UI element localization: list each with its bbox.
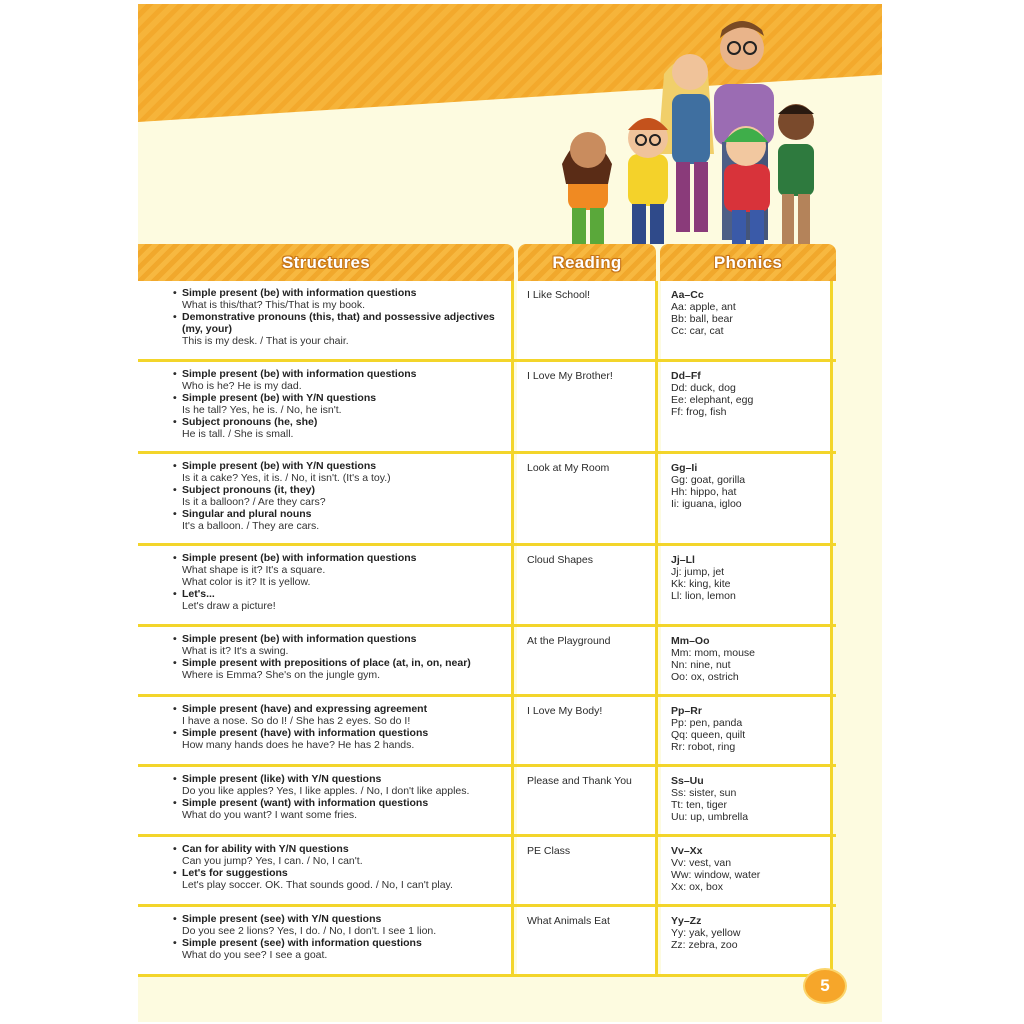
bullet: •: [173, 588, 177, 601]
structure-heading: Let's...: [182, 588, 215, 601]
structure-heading: Simple present (want) with information questions: [182, 797, 429, 810]
phonics-line: Cc: car, cat: [671, 325, 724, 338]
phonics-title: Jj–Ll: [671, 554, 695, 566]
structure-heading: Simple present (be) with information questions: [182, 287, 417, 299]
table-row: [138, 362, 836, 454]
phonics-line: Dd: duck, dog: [671, 382, 736, 395]
phonics-cell: [661, 767, 833, 834]
phonics-line: Mm: mom, mouse: [671, 647, 756, 660]
structure-item: [173, 416, 511, 441]
table-row: [138, 281, 836, 362]
table-row: [138, 837, 836, 907]
structure-heading: Simple present (be) with information questions: [182, 633, 417, 645]
reading-cell: I Love My Brother!: [517, 362, 658, 451]
structure-item: [173, 588, 511, 613]
phonics-cell: [661, 362, 833, 451]
reading-cell: At the Playground: [517, 627, 658, 694]
bullet: •: [173, 460, 177, 472]
phonics-line: Uu: up, umbrella: [671, 811, 749, 824]
reading-cell: I Like School!: [517, 281, 658, 359]
header-reading: Reading: [518, 244, 656, 281]
bullet: •: [173, 392, 177, 405]
structures-cell: [138, 546, 514, 624]
table-row: [138, 627, 836, 697]
phonics-title: Yy–Zz: [671, 915, 702, 927]
bullet: •: [173, 311, 177, 324]
phonics-cell: [661, 546, 833, 624]
structure-example: Is it a cake? Yes, it is. / No, it isn't. (It's a toy.): [182, 472, 391, 485]
phonics-cell: [661, 627, 833, 694]
structure-example: Do you see 2 lions? Yes, I do. / No, I don't. I see 1 lion.: [182, 925, 437, 938]
structure-example: What is this/that? This/That is my book.: [182, 299, 366, 312]
table-row: [138, 454, 836, 546]
structure-heading: Subject pronouns (he, she): [182, 416, 318, 429]
structure-item: [173, 392, 511, 417]
phonics-line: Zz: zebra, zoo: [671, 939, 738, 952]
table-header: [138, 244, 836, 281]
bullet: •: [173, 703, 177, 715]
bullet: •: [173, 937, 177, 950]
phonics-title: Aa–Cc: [671, 289, 704, 301]
phonics-line: Aa: apple, ant: [671, 301, 736, 314]
structure-heading: Simple present (be) with information questions: [182, 552, 417, 564]
structure-item: [173, 867, 511, 892]
phonics-title: Gg–Ii: [671, 462, 698, 474]
structure-example: Is he tall? Yes, he is. / No, he isn't.: [182, 404, 342, 417]
phonics-line: Ss: sister, sun: [671, 787, 737, 800]
structures-cell: [138, 362, 514, 451]
phonics-cell: [661, 281, 833, 359]
bullet: •: [173, 727, 177, 740]
structures-cell: [138, 627, 514, 694]
structure-example: Do you like apples? Yes, I like apples. / No, I don't like apples.: [182, 785, 470, 798]
structure-heading: Simple present (be) with Y/N questions: [182, 392, 377, 405]
structure-item: [173, 484, 511, 509]
phonics-line: Vv: vest, van: [671, 857, 732, 870]
phonics-line: Tt: ten, tiger: [671, 799, 728, 812]
structure-item: [173, 843, 511, 868]
structure-example: Who is he? He is my dad.: [182, 380, 302, 393]
reading-cell: Please and Thank You: [517, 767, 658, 834]
bullet: •: [173, 773, 177, 785]
structure-item: [173, 311, 511, 348]
structure-heading: Can for ability with Y/N questions: [182, 843, 349, 855]
structures-cell: [138, 697, 514, 764]
bullet: •: [173, 368, 177, 380]
phonics-line: Jj: jump, jet: [671, 566, 725, 579]
phonics-cell: [661, 454, 833, 543]
phonics-title: Ss–Uu: [671, 775, 704, 787]
structure-item: [173, 773, 511, 798]
structure-example: It's a balloon. / They are cars.: [182, 520, 320, 533]
structures-cell: [138, 454, 514, 543]
reading-cell: What Animals Eat: [517, 907, 658, 974]
header-structures: Structures: [138, 244, 514, 281]
phonics-title: Mm–Oo: [671, 635, 710, 647]
structure-heading: Singular and plural nouns: [182, 508, 312, 521]
phonics-line: Gg: goat, gorilla: [671, 474, 746, 487]
syllabus-page: [138, 4, 882, 1022]
bullet: •: [173, 797, 177, 810]
structure-example: This is my desk. / That is your chair.: [182, 335, 349, 348]
reading-cell: PE Class: [517, 837, 658, 904]
phonics-line: Ww: window, water: [671, 869, 761, 882]
phonics-line: Bb: ball, bear: [671, 313, 733, 326]
structure-item: [173, 460, 511, 485]
structure-example: How many hands does he have? He has 2 hands.: [182, 739, 415, 752]
structure-heading: Simple present (have) and expressing agreement: [182, 703, 428, 715]
structure-example: What do you see? I see a goat.: [182, 949, 328, 962]
structure-example: Can you jump? Yes, I can. / No, I can't.: [182, 855, 363, 868]
phonics-cell: [661, 907, 833, 974]
structure-example: Let's play soccer. OK. That sounds good. / No, I can't play.: [182, 879, 453, 892]
phonics-line: Xx: ox, box: [671, 881, 723, 894]
structure-example: He is tall. / She is small.: [182, 428, 294, 441]
structure-heading: Simple present with prepositions of place (at, in, on, near): [182, 657, 471, 670]
bullet: •: [173, 416, 177, 429]
bullet: •: [173, 508, 177, 521]
structure-item: [173, 703, 511, 728]
structures-cell: [138, 281, 514, 359]
reading-cell: Cloud Shapes: [517, 546, 658, 624]
bullet: •: [173, 867, 177, 880]
structure-item: [173, 368, 511, 393]
phonics-line: Oo: ox, ostrich: [671, 671, 739, 684]
structure-item: [173, 913, 511, 938]
phonics-line: Qq: queen, quilt: [671, 729, 746, 742]
structure-heading: Simple present (see) with information questions: [182, 937, 422, 950]
table-row: [138, 697, 836, 767]
structure-example: Is it a balloon? / Are they cars?: [182, 496, 326, 509]
structure-heading: Simple present (like) with Y/N questions: [182, 773, 382, 785]
phonics-line: Ll: lion, lemon: [671, 590, 736, 603]
family-illustration: [546, 14, 836, 246]
structure-item: [173, 287, 511, 312]
header-phonics: Phonics: [660, 244, 836, 281]
bullet: •: [173, 552, 177, 564]
structure-item: [173, 552, 511, 589]
structures-cell: [138, 907, 514, 974]
structure-heading: Let's for suggestions: [182, 867, 288, 880]
reading-cell: I Love My Body!: [517, 697, 658, 764]
phonics-line: Nn: nine, nut: [671, 659, 731, 672]
structure-example: Where is Emma? She's on the jungle gym.: [182, 669, 381, 682]
structure-example: What shape is it? It's a square. What color is it? It is yellow.: [182, 564, 326, 589]
bullet: •: [173, 484, 177, 497]
structures-cell: [138, 837, 514, 904]
phonics-line: Ff: frog, fish: [671, 406, 727, 419]
phonics-line: Ee: elephant, egg: [671, 394, 754, 407]
phonics-line: Ii: iguana, igloo: [671, 498, 742, 511]
bullet: •: [173, 913, 177, 925]
structures-cell: [138, 767, 514, 834]
structure-heading: Simple present (have) with information questions: [182, 727, 429, 740]
structure-item: [173, 797, 511, 822]
structure-heading: Simple present (be) with Y/N questions: [182, 460, 377, 472]
structure-heading: Demonstrative pronouns (this, that) and possessive adjectives (my, your): [182, 311, 495, 336]
bullet: •: [173, 633, 177, 645]
bullet: •: [173, 657, 177, 670]
structure-item: [173, 937, 511, 962]
phonics-line: Rr: robot, ring: [671, 741, 736, 754]
structure-example: What do you want? I want some fries.: [182, 809, 358, 822]
phonics-cell: [661, 837, 833, 904]
table-row: [138, 546, 836, 627]
bullet: •: [173, 843, 177, 855]
structure-item: [173, 727, 511, 752]
table-row: [138, 907, 836, 977]
structure-example: Let's draw a picture!: [182, 600, 276, 613]
structure-item: [173, 657, 511, 682]
structure-item: [173, 508, 511, 533]
table-row: [138, 767, 836, 837]
structure-example: What is it? It's a swing.: [182, 645, 289, 658]
page-number: 5: [803, 968, 847, 1004]
phonics-title: Dd–Ff: [671, 370, 701, 382]
reading-cell: Look at My Room: [517, 454, 658, 543]
structure-heading: Subject pronouns (it, they): [182, 484, 315, 497]
phonics-line: Pp: pen, panda: [671, 717, 743, 730]
phonics-line: Yy: yak, yellow: [671, 927, 741, 940]
structure-item: [173, 633, 511, 658]
structure-example: I have a nose. So do I! / She has 2 eyes. So do I!: [182, 715, 411, 728]
phonics-title: Vv–Xx: [671, 845, 703, 857]
structure-heading: Simple present (see) with Y/N questions: [182, 913, 382, 925]
structure-heading: Simple present (be) with information questions: [182, 368, 417, 380]
phonics-title: Pp–Rr: [671, 705, 702, 717]
phonics-line: Kk: king, kite: [671, 578, 731, 591]
bullet: •: [173, 287, 177, 299]
phonics-line: Hh: hippo, hat: [671, 486, 737, 499]
phonics-cell: [661, 697, 833, 764]
